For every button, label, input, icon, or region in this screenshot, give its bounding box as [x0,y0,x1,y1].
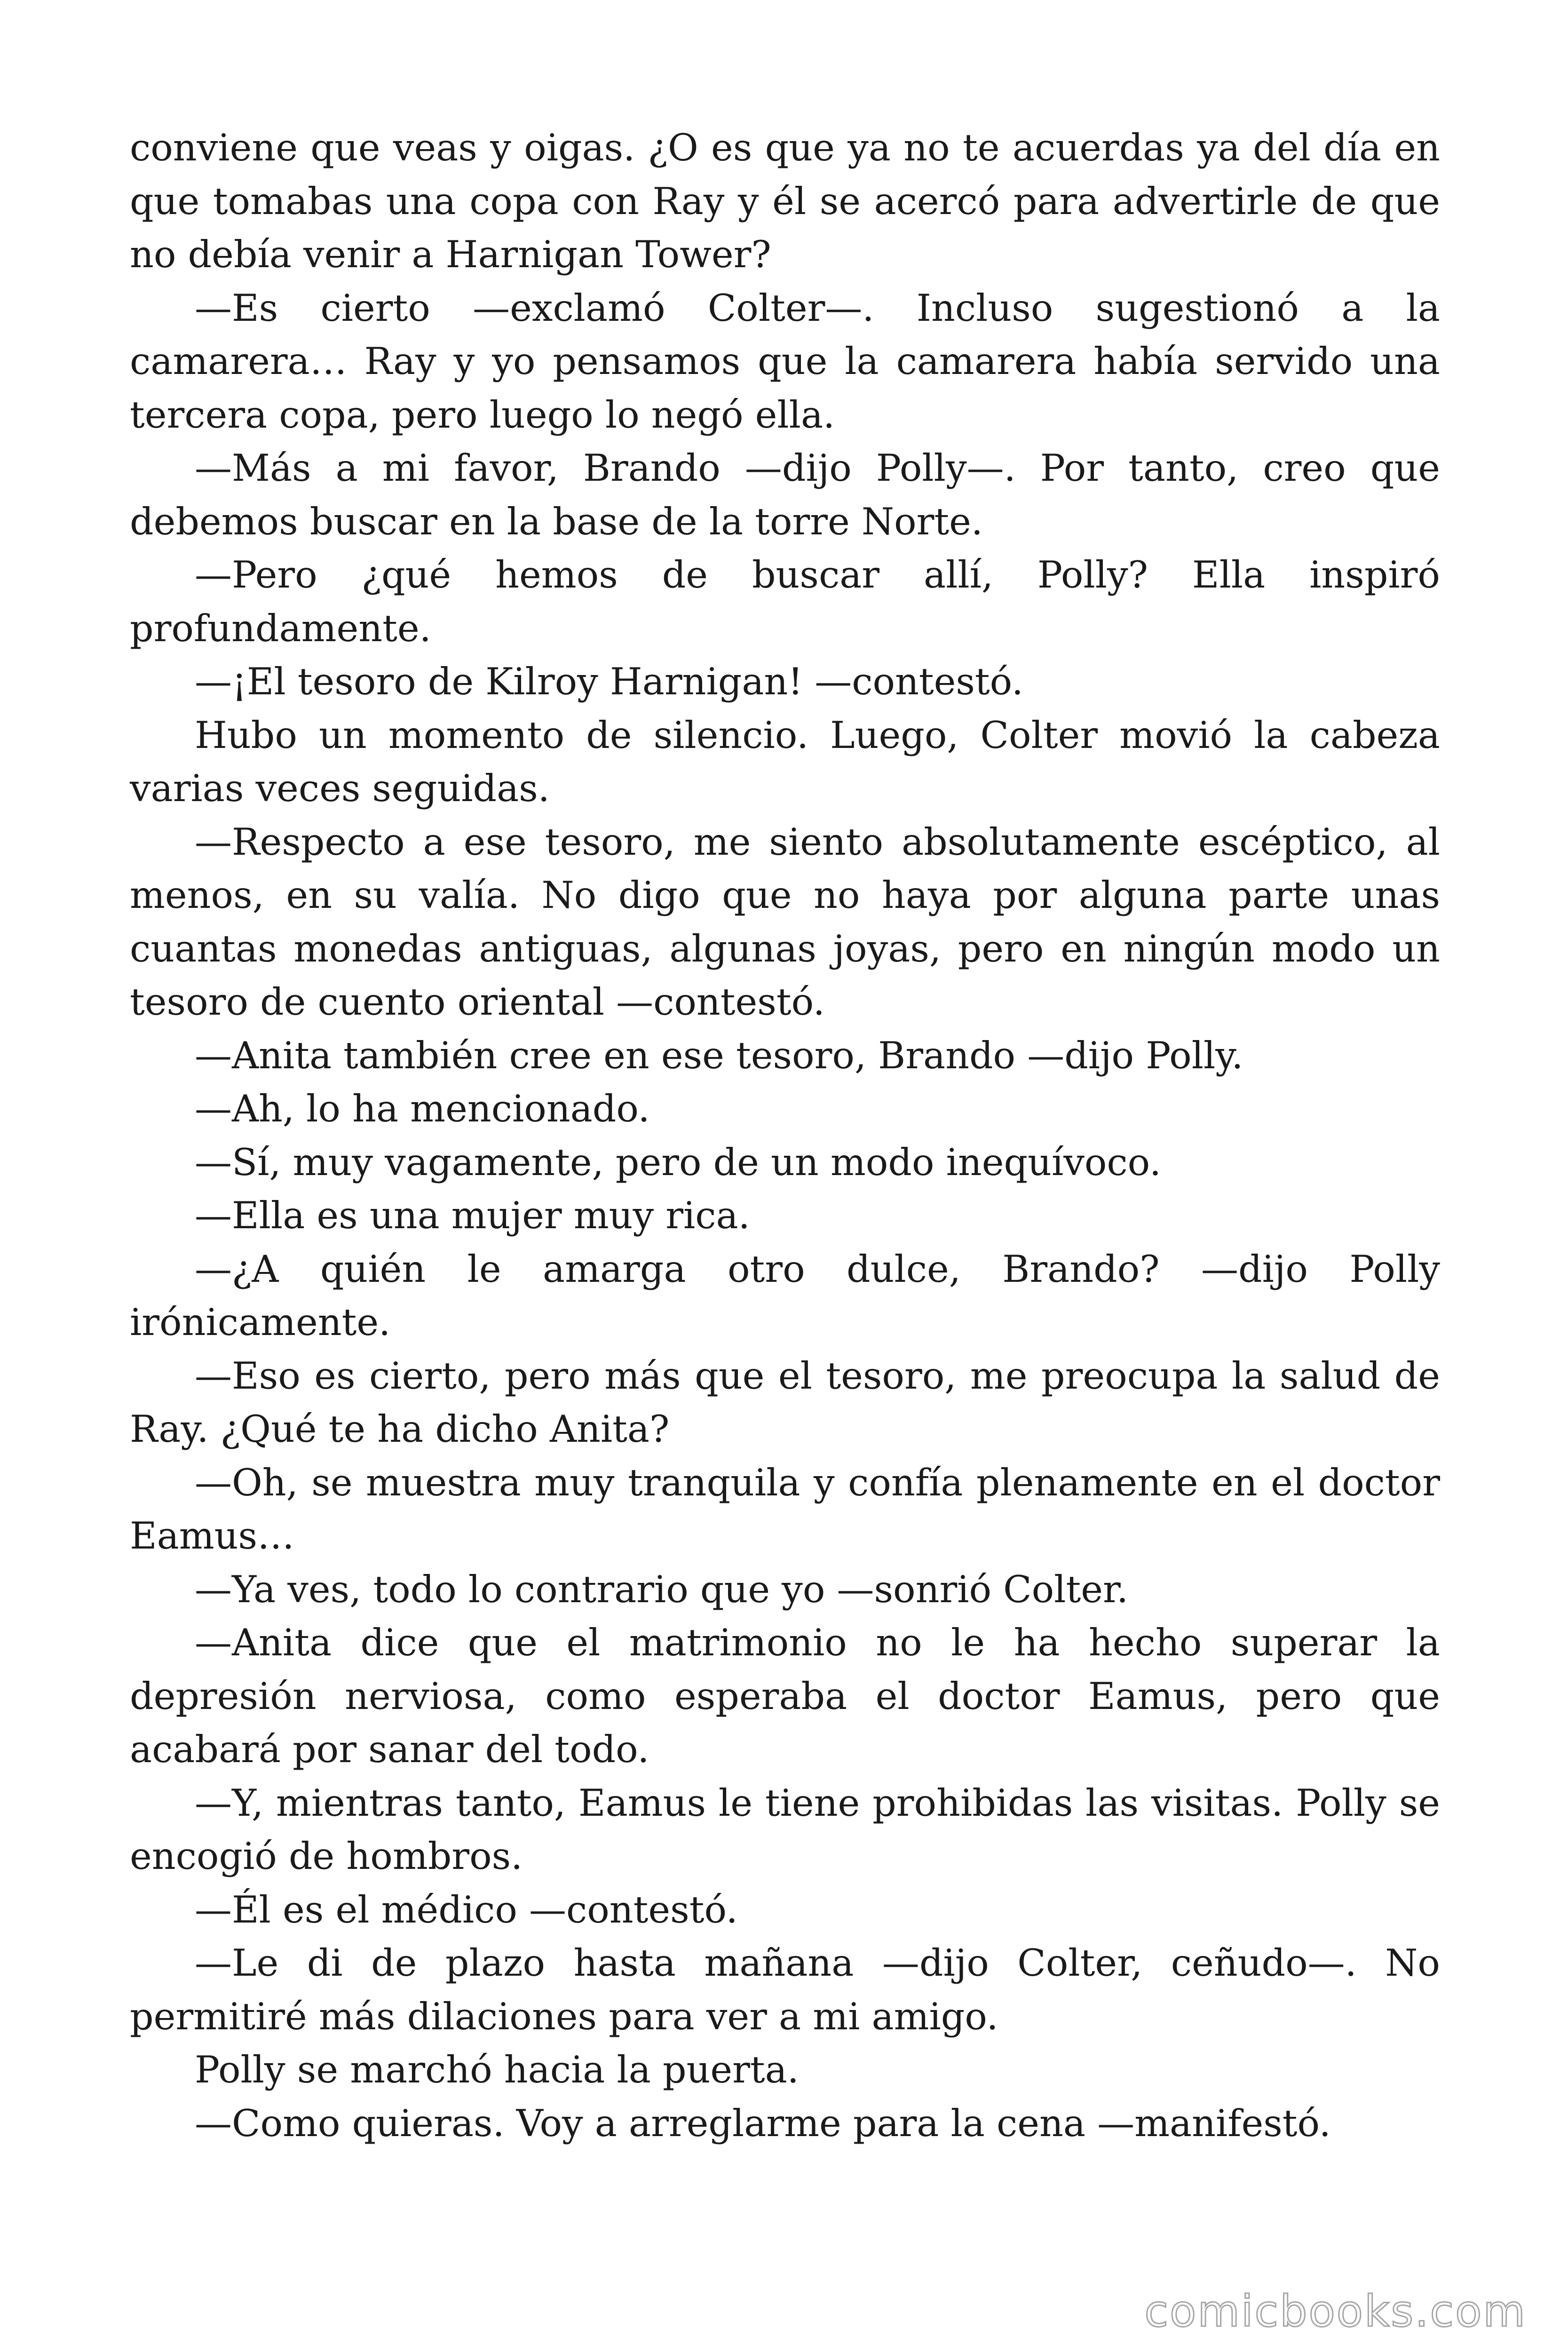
paragraph: —Él es el médico —contestó. [195,1888,738,1931]
paragraph: —Respecto a ese tesoro, me siento absolutamente escéptico, al menos, en su valía. No digo que no haya por alguna parte unas cuantas monedas antiguas, algunas joyas, pero en ningún modo un tesoro de cuento oriental —contestó. [130,820,1440,1024]
paragraph: —Eso es cierto, pero más que el tesoro, me preocupa la salud de Ray. ¿Qué te ha dicho Anita? [130,1354,1440,1451]
paragraph: —Y, mientras tanto, Eamus le tiene prohibidas las visitas. Polly se encogió de hombros. [130,1781,1440,1878]
paragraph: Polly se marchó hacia la puerta. [195,2048,799,2091]
paragraph: —Sí, muy vagamente, pero de un modo inequívoco. [195,1140,1161,1184]
paragraph: —Ya ves, todo lo contrario que yo —sonrió Colter. [195,1567,1129,1611]
watermark-logo: comicbooks.com [1144,2286,1527,2336]
paragraph: —¡El tesoro de Kilroy Harnigan! —contestó. [195,660,1023,703]
paragraph: —Como quieras. Voy a arreglarme para la cena —manifestó. [195,2101,1331,2145]
paragraph: —Pero ¿qué hemos de buscar allí, Polly? Ella inspiró profundamente. [130,553,1440,650]
paragraph: —Ah, lo ha mencionado. [195,1087,650,1130]
paragraph: Hubo un momento de silencio. Luego, Colter movió la cabeza varias veces seguidas. [130,713,1440,810]
paragraph: —Es cierto —exclamó Colter—. Incluso sugestionó a la camarera… Ray y yo pensamos que la camarera había servido una tercera copa, pero luego lo negó ella. [130,286,1440,437]
paragraph: —Anita dice que el matrimonio no le ha hecho superar la depresión nerviosa, como esperaba el doctor Eamus, pero que acabará por sanar del todo. [130,1621,1440,1771]
paragraph: —Anita también cree en ese tesoro, Brando —dijo Polly. [195,1033,1243,1077]
paragraph: —Le di de plazo hasta mañana —dijo Colter, ceñudo—. No permitiré más dilaciones para ver a mi amigo. [130,1941,1440,2038]
body-text [130,121,1440,2150]
paragraph: —¿A quién le amarga otro dulce, Brando? —dijo Polly irónicamente. [130,1247,1440,1344]
paragraph: —Oh, se muestra muy tranquila y confía plenamente en el doctor Eamus… [130,1461,1440,1557]
paragraph: conviene que veas y oigas. ¿O es que ya no te acuerdas ya del día en que tomabas una copa con Ray y él se acercó para advertirle de que no debía venir a Harnigan Tower? [130,126,1440,276]
paragraph: —Ella es una mujer muy rica. [195,1194,750,1237]
paragraph: —Más a mi favor, Brando —dijo Polly—. Por tanto, creo que debemos buscar en la base de la torre Norte. [130,446,1440,543]
